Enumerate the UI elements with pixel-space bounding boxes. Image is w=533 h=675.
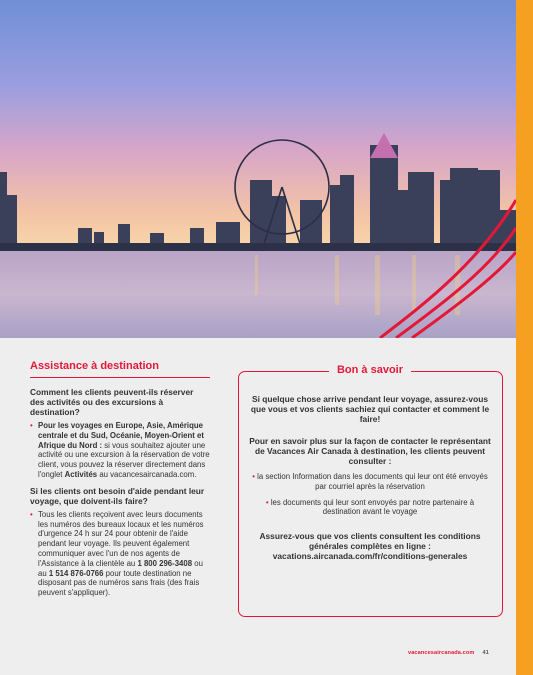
box-sources-list bbox=[246, 472, 494, 517]
page-footer bbox=[408, 650, 489, 656]
question-help: Si les clients ont besoin d'aide pendant leur voyage, que doivent-ils faire? bbox=[30, 485, 205, 506]
box-paragraph-2: Pour en savoir plus sur la façon de contacter le représentant de Vacances Air Canada à destination, les clients peuvent consulter : bbox=[249, 436, 491, 466]
page-number: 41 bbox=[482, 650, 489, 656]
good-to-know-content bbox=[246, 394, 494, 573]
answer-help-list bbox=[30, 510, 210, 598]
orange-edge-strip bbox=[516, 0, 533, 675]
box-list-item bbox=[246, 472, 494, 492]
assistance-section bbox=[30, 360, 210, 604]
hero-photo-singapore-skyline bbox=[0, 0, 516, 338]
answer-help-end: pour toute destination ne disposant pas de numéros sans frais (des frais peuvent s'appliquer). bbox=[38, 568, 200, 598]
answer-help bbox=[30, 510, 210, 598]
question-activities: Comment les clients peuvent-ils réserver des activités ou des excursions à destination? bbox=[30, 387, 194, 417]
answer-activities-end: au vacancesaircanada.com. bbox=[97, 469, 197, 479]
box-list-item bbox=[246, 498, 494, 518]
section-heading: Assistance à destination bbox=[30, 360, 159, 372]
footer-site: vacancesaircanada.com bbox=[408, 650, 475, 656]
box-list-item-text: la section Information dans les documents qui leur ont été envoyés par courriel après la réservation bbox=[257, 472, 488, 491]
box-title: Bon à savoir bbox=[329, 363, 411, 377]
box-paragraph-1: Si quelque chose arrive pendant leur voyage, assurez-vous que vous et vos clients sachiez qui contacter et comment le faire! bbox=[250, 394, 490, 424]
answer-activities bbox=[30, 421, 210, 480]
heading-rule bbox=[30, 377, 210, 378]
box-paragraph-3: Assurez-vous que vos clients consultent les conditions générales complètes en ligne : vacations.aircanada.com/fr/conditions-generales bbox=[259, 531, 481, 562]
answer-help-mid: ou au bbox=[38, 558, 203, 578]
answer-help-text: Tous les clients reçoivent avec leurs documents les numéros des bureaux locaux et les numéros d'urgence 24 h sur 24 pour obtenir de l'aide pendant leur voyage. Ils peuvent également communiquer avec l'un de nos agents de l'Assistance à la clientèle au bbox=[38, 509, 204, 568]
bullet-icon: • bbox=[252, 472, 258, 481]
box-list-item-text: les documents qui leur sont envoyés par notre partenaire à destination avant le voyage bbox=[270, 497, 475, 517]
phone-local: 1 514 876-0766 bbox=[48, 568, 104, 578]
answer-activities-list bbox=[30, 421, 210, 480]
regions-label: Pour les voyages en Europe, Asie, Amérique centrale et du Sud, Océanie, Moyen-Orient et Afrique du Nord : bbox=[38, 421, 204, 450]
bullet-icon: • bbox=[265, 497, 271, 507]
answer-activities-text: si vous souhaitez ajouter une activité ou une excursion à la réservation de votre client, vous pouvez la réserver directement dans l'onglet bbox=[38, 440, 210, 479]
activities-tab-label: Activités bbox=[64, 469, 98, 479]
phone-tollfree: 1 800 296-3408 bbox=[137, 558, 193, 568]
